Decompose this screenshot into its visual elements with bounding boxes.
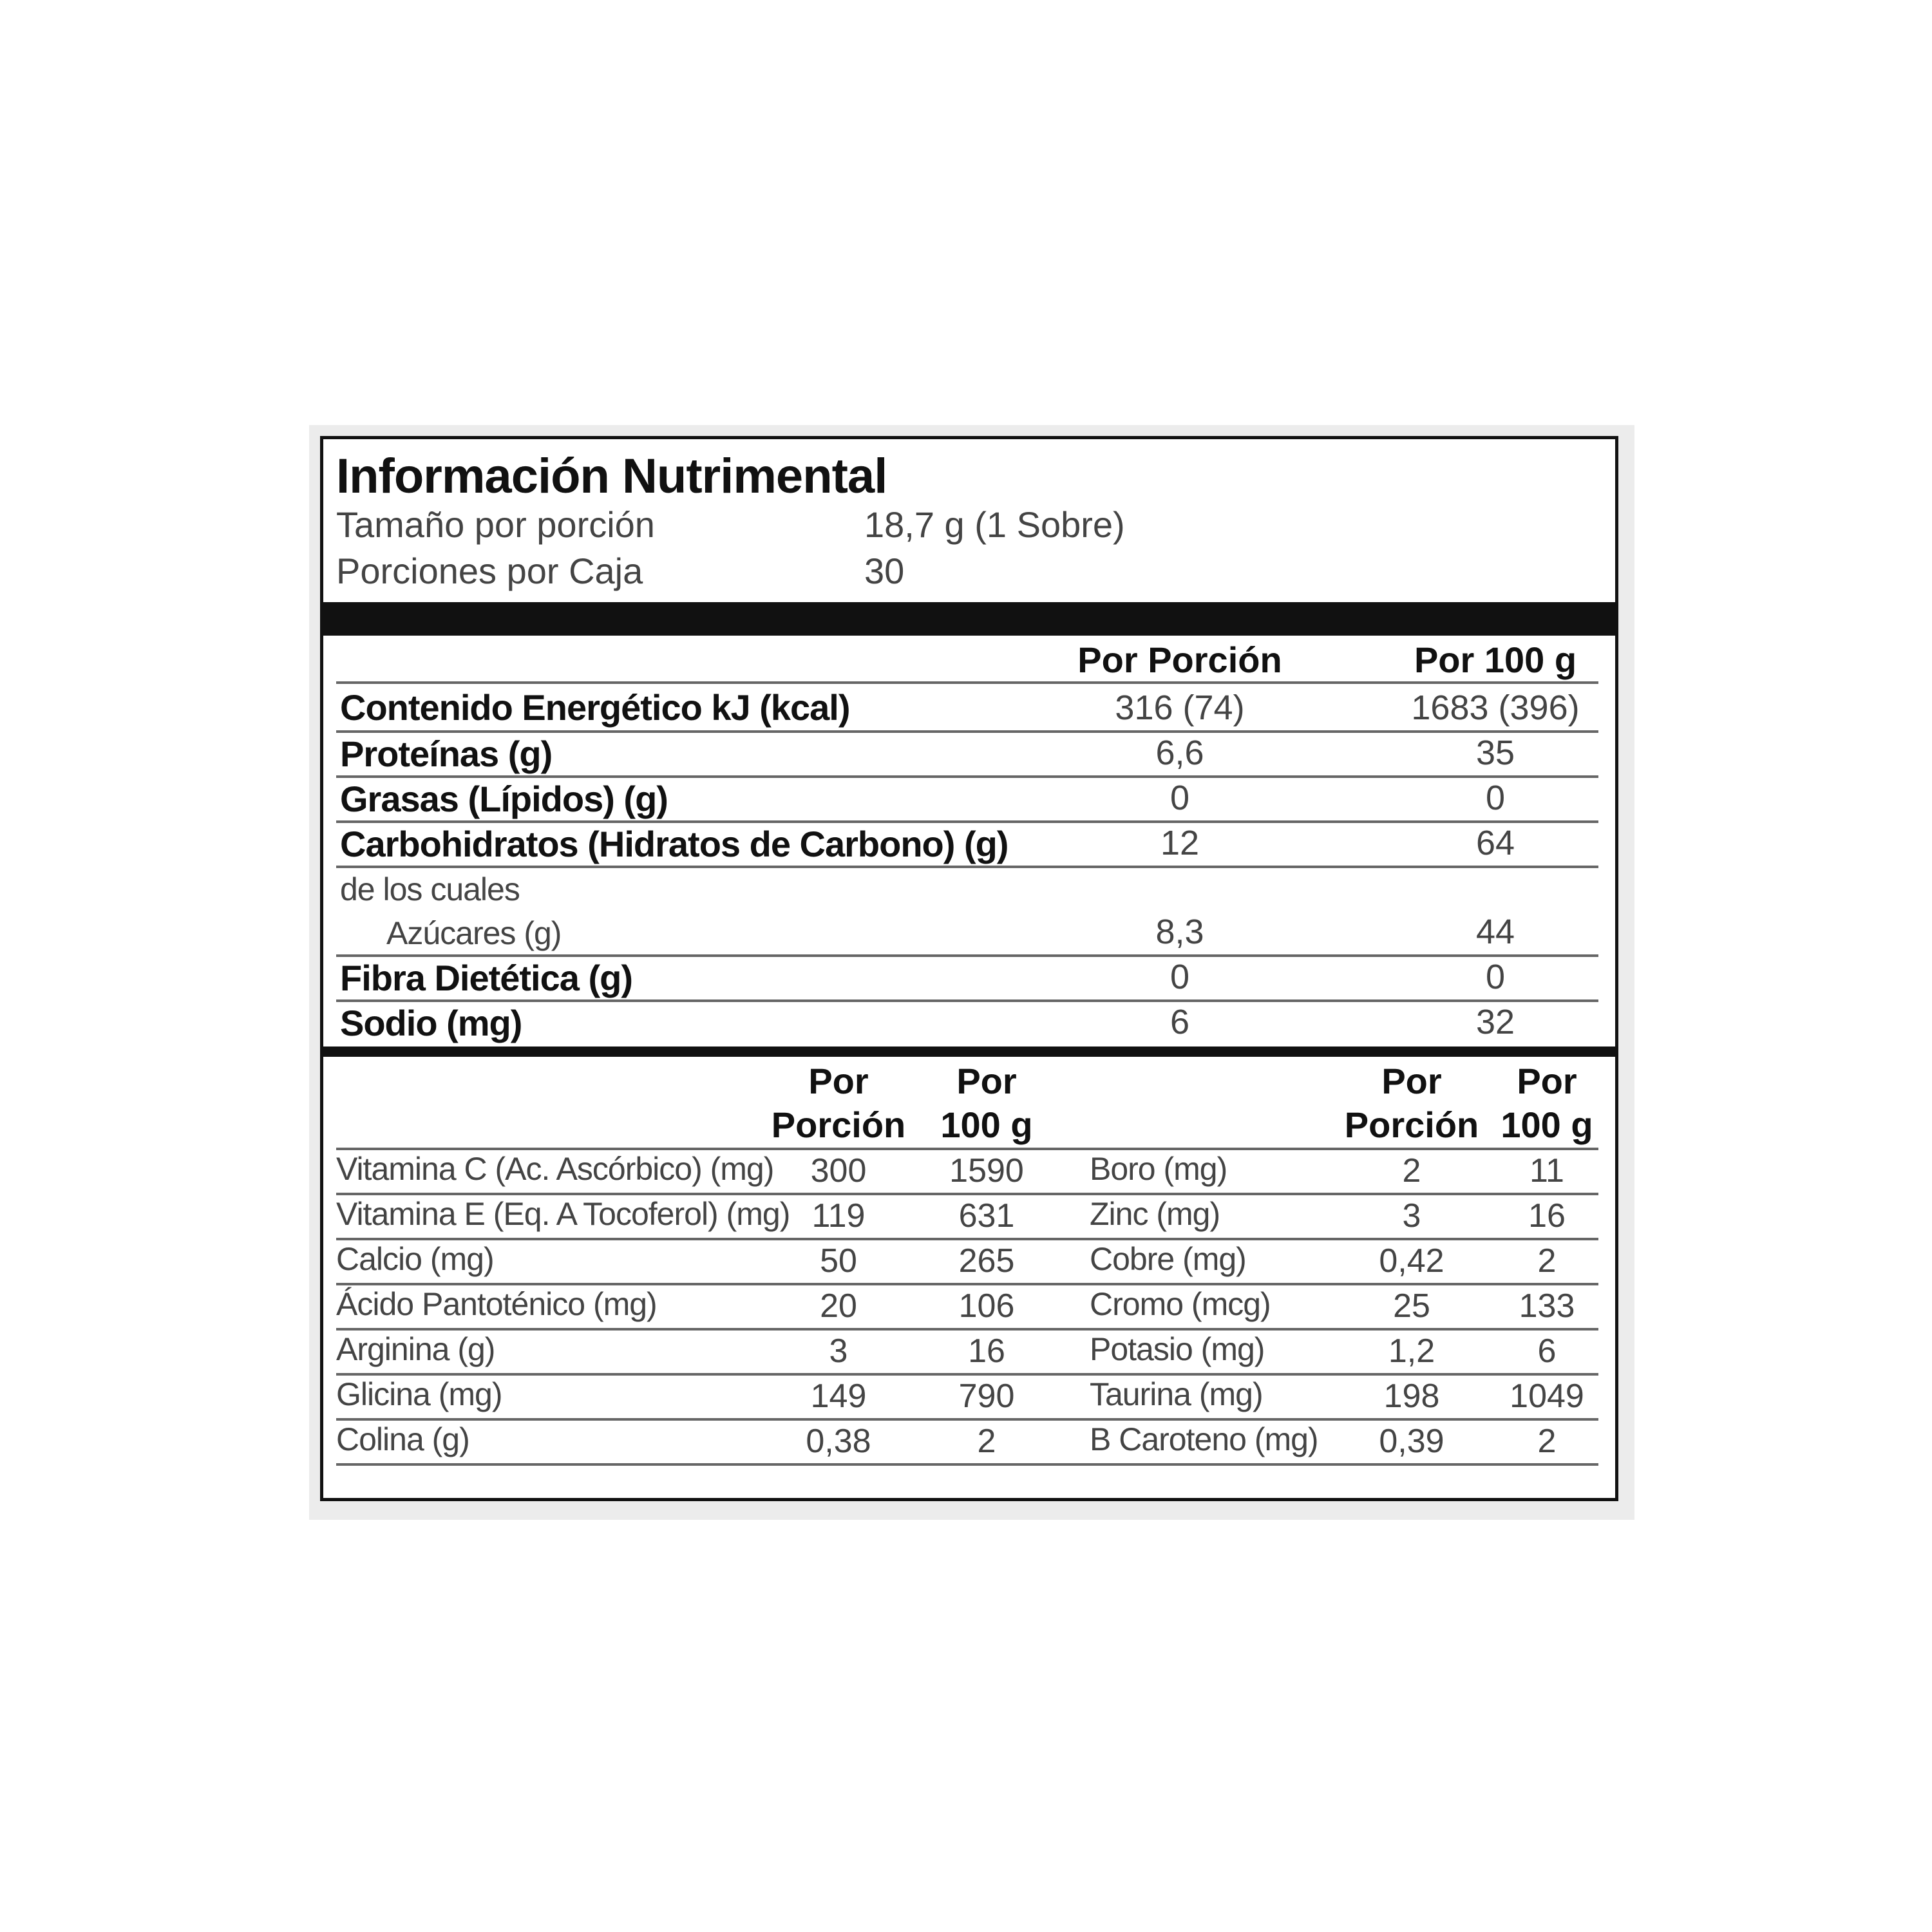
macro-100g-value: 0 [1485,958,1506,996]
micro-right-label: Taurina (mg) [1090,1376,1263,1412]
of-which-label: de los cuales [340,871,520,907]
micro-left-portion: 300 [810,1152,867,1189]
micro-left-100g: 1590 [949,1152,1024,1189]
macro-100g-value: 0 [1485,779,1506,817]
macro-portion-value: 6,6 [1155,734,1204,772]
micro-left-100g: 2 [977,1423,996,1460]
macro-label: Proteínas (g) [340,734,553,774]
micro-right-label: Zinc (mg) [1090,1196,1220,1232]
micro-right-portion: 0,39 [1379,1423,1444,1460]
micro-right-label: Potasio (mg) [1090,1331,1265,1367]
micro-right-portion: 25 [1393,1287,1430,1325]
micro-header-porcion: Porción [771,1104,906,1145]
macro-100g-value: 64 [1475,824,1515,862]
micro-left-portion: 0,38 [806,1423,871,1460]
micro-right-100g: 2 [1537,1242,1557,1280]
micro-right-label: Boro (mg) [1090,1151,1227,1187]
micro-left-100g: 631 [958,1197,1015,1235]
micro-left-100g: 265 [958,1242,1015,1280]
header-per-100g: Por 100 g [1414,639,1577,680]
macro-portion-value: 12 [1160,824,1200,862]
row-divider [336,1328,1598,1331]
micro-left-label: Vitamina C (Ac. Ascórbico) (mg) [336,1151,774,1187]
micro-right-100g: 133 [1519,1287,1575,1325]
macro-100g-value: 35 [1475,734,1515,772]
macro-label: Sodio (mg) [340,1003,522,1043]
macro-label: Fibra Dietética (g) [340,958,632,998]
macro-label: Carbohidratos (Hidratos de Carbono) (g) [340,824,1009,864]
micro-left-portion: 3 [829,1332,848,1370]
micro-header-por: Por [808,1061,869,1101]
servings-per-box-label: Porciones por Caja [336,551,643,591]
macro-portion-value: 316 (74) [1115,688,1245,727]
micro-header-100g: 100 g [940,1104,1033,1145]
micro-right-100g: 2 [1537,1423,1557,1460]
serving-size-label: Tamaño por porción [336,504,655,545]
micro-right-portion: 0,42 [1379,1242,1444,1280]
section-divider-bar [323,1046,1615,1057]
micro-right-label: Cromo (mcg) [1090,1286,1271,1322]
macro-100g-value: 1683 (396) [1411,688,1580,727]
macro-100g-value: 32 [1475,1003,1515,1041]
row-divider [336,1418,1598,1421]
sugars-portion-value: 8,3 [1155,913,1204,951]
micro-right-label: Cobre (mg) [1090,1241,1246,1277]
micro-left-portion: 20 [820,1287,857,1325]
row-divider [336,1373,1598,1376]
micro-right-100g: 11 [1530,1152,1564,1189]
sugars-100g-value: 44 [1475,913,1515,951]
micro-right-100g: 6 [1537,1332,1557,1370]
micro-right-100g: 1049 [1510,1378,1584,1415]
micro-header-100g: 100 g [1501,1104,1593,1145]
micro-right-label: B Caroteno (mg) [1090,1421,1318,1457]
macro-portion-value: 0 [1170,958,1190,996]
micro-right-portion: 198 [1383,1378,1440,1415]
label-title: Información Nutrimental [336,449,887,504]
macro-label: Grasas (Lípidos) (g) [340,779,668,819]
micro-header-por: Por [1381,1061,1442,1101]
micro-header-porcion: Porción [1344,1104,1479,1145]
row-divider [336,681,1598,684]
serving-size-value: 18,7 g (1 Sobre) [864,504,1125,545]
row-divider [336,1463,1598,1466]
header-per-portion: Por Porción [1077,639,1282,680]
micro-right-portion: 1,2 [1388,1332,1435,1370]
macro-portion-value: 6 [1170,1003,1190,1041]
micro-left-label: Vitamina E (Eq. A Tocoferol) (mg) [336,1196,790,1232]
micro-right-portion: 2 [1402,1152,1421,1189]
row-divider [336,866,1598,868]
micro-left-label: Ácido Pantoténico (mg) [336,1286,657,1322]
macro-portion-value: 0 [1170,779,1190,817]
micro-right-portion: 3 [1402,1197,1421,1235]
micro-right-100g: 16 [1528,1197,1566,1235]
micro-header-por: Por [956,1061,1017,1101]
micro-left-portion: 149 [810,1378,867,1415]
micro-header-por: Por [1517,1061,1577,1101]
micro-left-label: Arginina (g) [336,1331,495,1367]
section-divider-bar [323,602,1615,636]
row-divider [336,1238,1598,1240]
micro-left-portion: 50 [820,1242,857,1280]
micro-left-label: Colina (g) [336,1421,469,1457]
macro-label: Contenido Energético kJ (kcal) [340,687,850,728]
micro-left-label: Glicina (mg) [336,1376,502,1412]
micro-left-100g: 106 [958,1287,1015,1325]
micro-left-100g: 790 [958,1378,1015,1415]
micro-left-portion: 119 [811,1197,866,1235]
nutrition-facts-panel [320,436,1618,1501]
micro-left-100g: 16 [968,1332,1005,1370]
micro-left-label: Calcio (mg) [336,1241,494,1277]
sugars-label: Azúcares (g) [386,915,562,951]
servings-per-box-value: 30 [864,551,905,591]
